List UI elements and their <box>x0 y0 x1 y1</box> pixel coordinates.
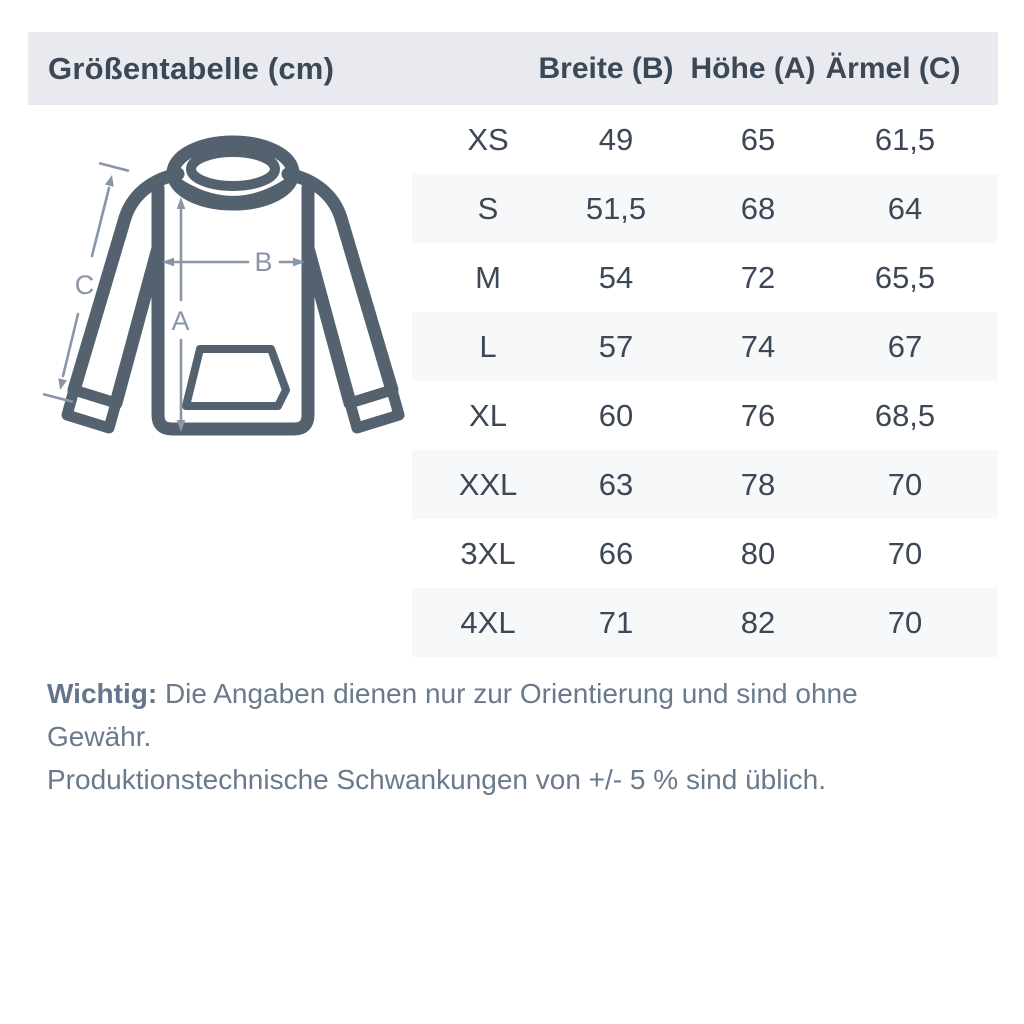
size-label: XL <box>469 397 507 433</box>
table-row-XXL <box>412 450 998 519</box>
measurement-value: 54 <box>598 259 634 295</box>
dimension-label-c: C <box>74 270 96 300</box>
table-header-band <box>28 32 998 105</box>
measurement-value: 65,5 <box>874 259 936 295</box>
measurement-value: 70 <box>887 604 923 640</box>
measurement-value: 57 <box>598 328 634 364</box>
size-label: L <box>479 328 497 364</box>
column-header-hoehe: Höhe (A) <box>690 51 816 85</box>
measurement-value: 70 <box>887 466 923 502</box>
measurement-value: 60 <box>598 397 634 433</box>
dimension-label-b: B <box>254 247 274 277</box>
measurement-value: 68 <box>740 190 776 226</box>
hoodie-measurement-diagram <box>28 118 428 463</box>
measurement-value: 80 <box>740 535 776 571</box>
measurement-value: 68,5 <box>874 397 936 433</box>
disclaimer-line1: Die Angaben dienen nur zur Orientierung und sind ohne Gewähr. <box>47 678 858 752</box>
measurement-value: 78 <box>740 466 776 502</box>
measurement-value: 64 <box>887 190 923 226</box>
measurement-value: 70 <box>887 535 923 571</box>
table-row-S <box>412 174 998 243</box>
size-label: S <box>477 190 499 226</box>
measurement-value: 49 <box>598 121 634 157</box>
measurement-value: 67 <box>887 328 923 364</box>
measurement-value: 82 <box>740 604 776 640</box>
table-row-XS <box>412 105 998 174</box>
table-row-L <box>412 312 998 381</box>
column-header-aermel: Ärmel (C) <box>825 51 961 85</box>
disclaimer-line2: Produktionstechnische Schwankungen von +/- 5 % sind üblich. <box>47 764 827 795</box>
size-label: M <box>475 259 501 295</box>
size-label: 4XL <box>460 604 516 640</box>
measurement-value: 63 <box>598 466 634 502</box>
disclaimer-note <box>47 672 967 801</box>
size-label: XXL <box>458 466 518 502</box>
measurement-value: 66 <box>598 535 634 571</box>
page-title: Größentabelle (cm) <box>48 50 335 86</box>
dimension-arrow-b <box>162 247 305 277</box>
size-table <box>412 105 998 657</box>
table-row-4XL <box>412 588 998 657</box>
table-row-M <box>412 243 998 312</box>
size-label: XS <box>467 121 509 157</box>
hoodie-outline-icon <box>67 142 399 429</box>
important-label: Wichtig: <box>47 678 158 709</box>
table-row-XL <box>412 381 998 450</box>
measurement-value: 61,5 <box>874 121 936 157</box>
table-row-3XL <box>412 519 998 588</box>
measurement-value: 72 <box>740 259 776 295</box>
measurement-value: 76 <box>740 397 776 433</box>
column-header-breite: Breite (B) <box>538 51 674 85</box>
size-label: 3XL <box>460 535 516 571</box>
dimension-label-a: A <box>171 306 191 336</box>
measurement-value: 65 <box>740 121 776 157</box>
measurement-value: 71 <box>598 604 634 640</box>
measurement-value: 51,5 <box>585 190 647 226</box>
measurement-value: 74 <box>740 328 776 364</box>
